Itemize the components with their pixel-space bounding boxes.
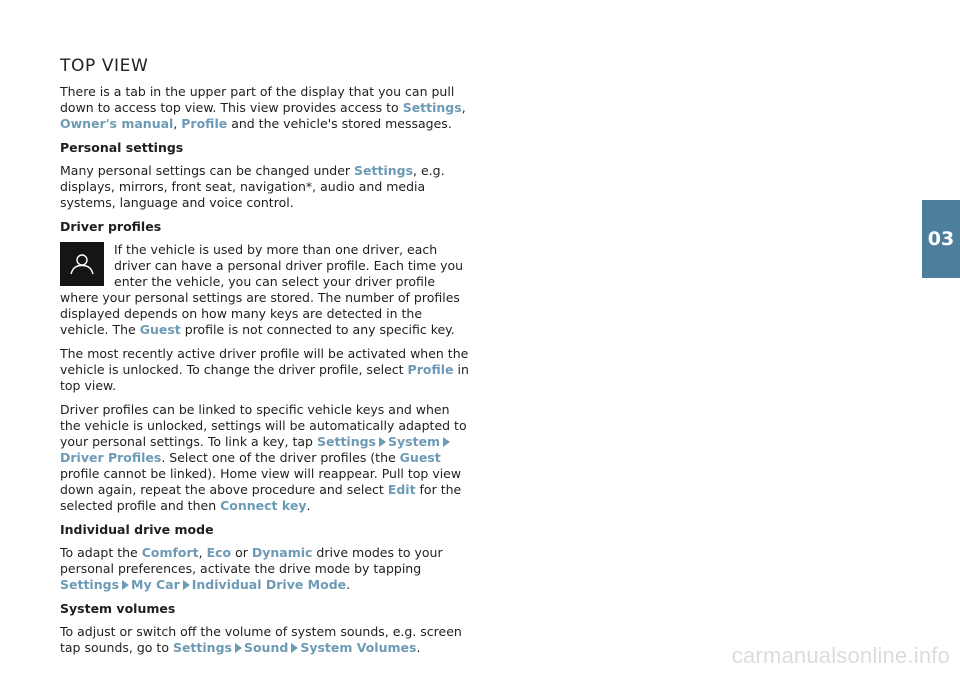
profile-link[interactable]: Profile [407, 362, 454, 377]
drive-mode-paragraph: To adapt the Comfort, Eco or Dynamic drive modes to your personal preferences, activate the drive mode by tapping Settings My Car Individual Drive Mode. [60, 545, 443, 592]
comfort-link[interactable]: Comfort [141, 545, 199, 560]
system-link[interactable]: System [388, 434, 441, 449]
chapter-tab[interactable]: 03 [922, 200, 960, 278]
watermark: carmanualsonline.info [731, 643, 950, 668]
owners-manual-link[interactable]: Owner's manual [60, 116, 174, 131]
my-car-link[interactable]: My Car [131, 577, 180, 592]
guest-label: Guest [399, 450, 441, 465]
driver-profiles-heading: Driver profiles [60, 219, 162, 234]
sound-link[interactable]: Sound [243, 640, 289, 655]
arrow-right-icon [443, 437, 450, 447]
individual-drive-mode-link[interactable]: Individual Drive Mode [191, 577, 347, 592]
system-volumes-link[interactable]: System Volumes [300, 640, 417, 655]
eco-link[interactable]: Eco [206, 545, 232, 560]
settings-link[interactable]: Settings [60, 577, 120, 592]
personal-settings-heading: Personal settings [60, 140, 184, 155]
connect-key-link[interactable]: Connect key [220, 498, 307, 513]
system-volumes-paragraph: To adjust or switch off the volume of system sounds, e.g. screen tap sounds, go to Settings Sound System Volumes. [60, 624, 462, 655]
arrow-right-icon [122, 580, 129, 590]
active-profile-paragraph: The most recently active driver profile will be activated when the vehicle is unlocked. To change the driver profile, select Profile in top view. [60, 346, 469, 393]
driver-profiles-paragraph: If the vehicle is used by more than one driver, each driver can have a personal driver profile. Each time you enter the vehicle, you can select your driver profile where your personal settings are stored. The number of profiles displayed depends on how many keys are detected in the vehicle. The Guest profile is not connected to any specific key. [60, 242, 464, 337]
driver-profiles-link[interactable]: Driver Profiles [60, 450, 162, 465]
settings-link[interactable]: Settings [316, 434, 376, 449]
profile-link[interactable]: Profile [181, 116, 228, 131]
arrow-right-icon [235, 643, 242, 653]
intro-paragraph: There is a tab in the upper part of the display that you can pull down to access top view. This view provides access to Settings, Owner's manual, Profile and the vehicle's stored messages. [60, 84, 466, 131]
guest-label: Guest [139, 322, 181, 337]
page-title: TOP VIEW [60, 56, 149, 76]
arrow-right-icon [291, 643, 298, 653]
arrow-right-icon [183, 580, 190, 590]
settings-link[interactable]: Settings [402, 100, 462, 115]
settings-link[interactable]: Settings [172, 640, 232, 655]
link-key-paragraph: Driver profiles can be linked to specific vehicle keys and when the vehicle is unlocked, settings will be automatically adapted to your personal settings. To link a key, tap Settings SystemDriver Profiles. Select one of the driver profiles (the Guest profile cannot be linked). Home view will reappear. Pull top view down again, repeat the above procedure and select Edit for the selected profile and then Connect key. [60, 402, 467, 513]
dynamic-link[interactable]: Dynamic [251, 545, 313, 560]
system-volumes-heading: System volumes [60, 601, 176, 616]
personal-settings-paragraph: Many personal settings can be changed under Settings, e.g. displays, mirrors, front seat, navigation*, audio and media systems, language and voice control. [60, 163, 445, 210]
person-profile-icon [60, 242, 104, 286]
settings-link[interactable]: Settings [354, 163, 414, 178]
arrow-right-icon [379, 437, 386, 447]
drive-mode-heading: Individual drive mode [60, 522, 214, 537]
edit-link[interactable]: Edit [387, 482, 416, 497]
manual-page-content [60, 58, 470, 664]
